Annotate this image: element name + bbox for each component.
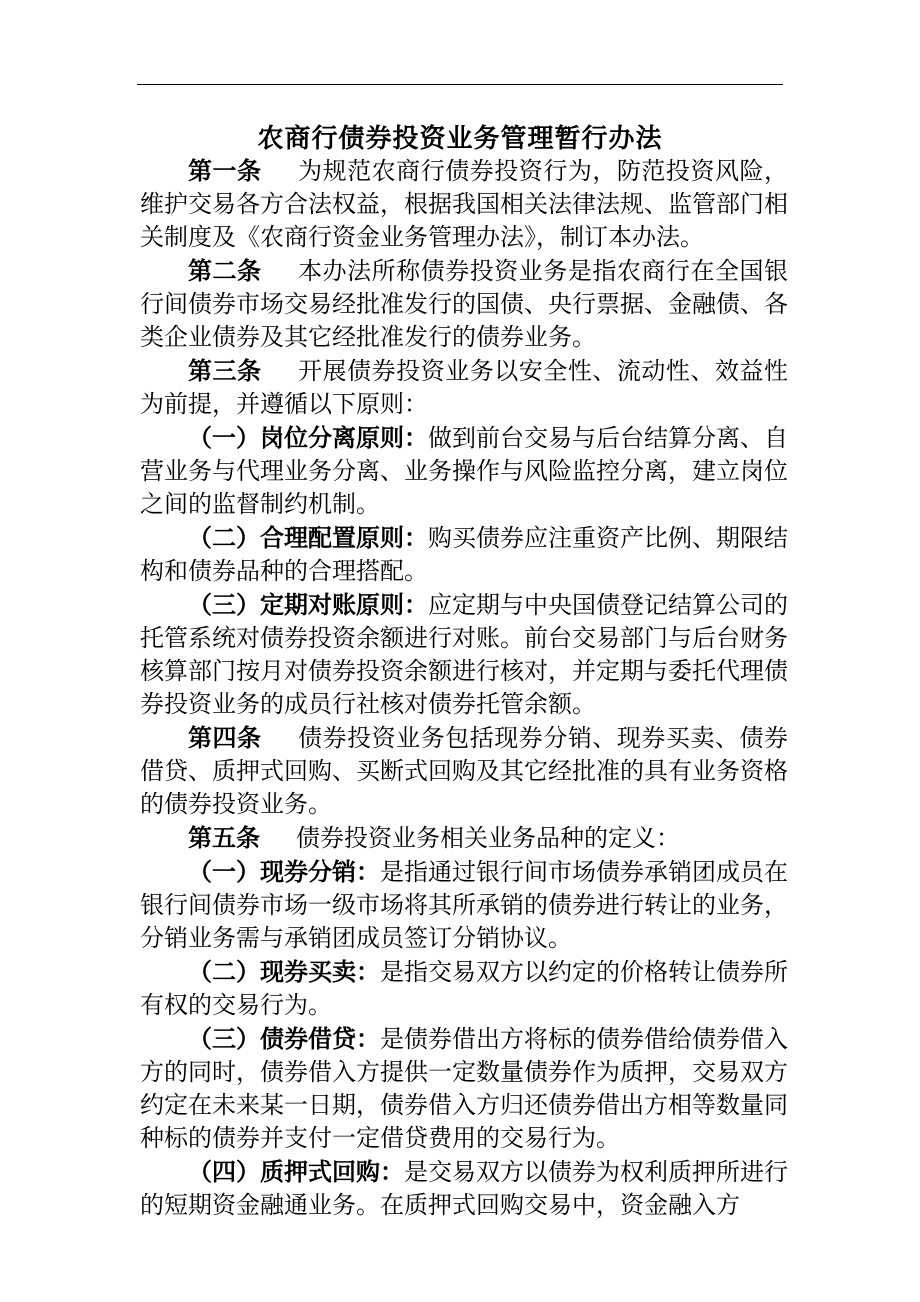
- clause-head: （一）岗位分离原则：: [188, 423, 428, 452]
- definition-2: [140, 955, 788, 1022]
- article-5: [140, 821, 788, 855]
- article-text: 为规范农商行债券投资行为，防范投资风险，维护交易各方合法权益，根据我国相关法律法规、监管部门相关制度及《农商行资金业务管理办法》，制订本办法。: [140, 157, 789, 251]
- article-head: 第四条: [188, 723, 262, 752]
- article-text: 债券投资业务相关业务品种的定义：: [296, 824, 680, 852]
- clause-text: 应定期与中央国债登记结算公司的托管系统对债券投资余额进行对账。前台交易部门与后台财务核算部门按月对债券投资余额进行核对，并定期与委托代理债券投资业务的成员行社核对债券托管余额。: [140, 591, 788, 718]
- clause-head: （二）合理配置原则：: [188, 523, 428, 552]
- article-text: 本办法所称债券投资业务是指农商行在全国银行间债券市场交易经批准发行的国债、央行票据、金融债、各类企业债券及其它经批准发行的债券业务。: [140, 257, 789, 351]
- article-2: [140, 254, 788, 354]
- definition-1: [140, 855, 788, 955]
- principle-1: [140, 421, 788, 521]
- article-head: 第五条: [188, 823, 260, 852]
- definition-4: [140, 1155, 788, 1222]
- clause-head: （四）质押式回购：: [188, 1157, 404, 1186]
- article-1: [140, 154, 788, 254]
- clause-text: 是债券借出方将标的债券借给债券借入方的同时，债券借入方提供一定数量债券作为质押，交易双方约定在未来某一日期，债券借入方归还债券借出方相等数量同种标的债券并支付一定借贷费用的交易行为。: [140, 1025, 788, 1152]
- clause-text: 是指交易双方以约定的价格转让债券所有权的交易行为。: [140, 958, 788, 1019]
- document-title: 农商行债券投资业务管理暂行办法: [257, 124, 663, 154]
- article-text: 开展债券投资业务以安全性、流动性、效益性为前提，并遵循以下原则：: [140, 357, 789, 418]
- article-3: [140, 354, 788, 421]
- clause-head: （三）定期对账原则：: [188, 590, 428, 619]
- principle-3: [140, 588, 788, 721]
- clause-head: （二）现券买卖：: [188, 957, 380, 986]
- clause-text: 做到前台交易与后台结算分离、自营业务与代理业务分离、业务操作与风险监控分离，建立岗位之间的监督制约机制。: [140, 424, 788, 518]
- clause-text: 是指通过银行间市场债券承销团成员在银行间债券市场一级市场将其所承销的债券进行转让的业务，分销业务需与承销团成员签订分销协议。: [140, 858, 788, 952]
- definition-3: [140, 1022, 788, 1155]
- article-head: 第二条: [188, 256, 262, 285]
- clause-head: （一）现券分销：: [188, 857, 380, 886]
- clause-text: 购买债券应注重资产比例、期限结构和债券品种的合理搭配。: [140, 524, 788, 585]
- article-head: 第三条: [188, 356, 262, 385]
- document-body: [140, 154, 788, 1222]
- article-text: 债券投资业务包括现券分销、现券买卖、债券借贷、质押式回购、买断式回购及其它经批准的具有业务资格的债券投资业务。: [140, 724, 789, 818]
- clause-text: 是交易双方以债券为权利质押所进行的短期资金融通业务。在质押式回购交易中，资金融入方: [140, 1158, 788, 1219]
- article-head: 第一条: [188, 156, 262, 185]
- clause-head: （三）债券借贷：: [188, 1024, 380, 1053]
- principle-2: [140, 521, 788, 588]
- header-rule: [137, 84, 783, 85]
- article-4: [140, 721, 788, 821]
